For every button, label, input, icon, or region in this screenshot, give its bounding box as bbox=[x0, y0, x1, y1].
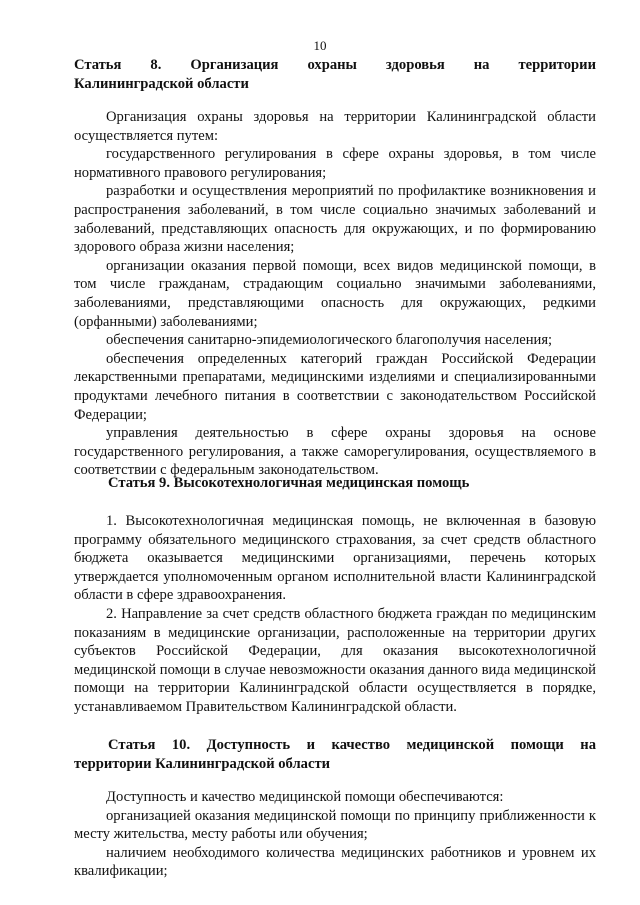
article-10-paragraph: наличием необходимого количества медицинских работников и уровнем их квалификации; bbox=[74, 844, 596, 880]
article-8-paragraph: обеспечения определенных категорий граждан Российской Федерации лекарственными препаратами, медицинскими изделиями и специализированными продуктами лечебного питания в соответствии с законодательством Российской Федерации; bbox=[74, 350, 596, 423]
article-8-body bbox=[74, 108, 596, 480]
article-9-title: Статья 9. Высокотехнологичная медицинская помощь bbox=[108, 475, 470, 491]
article-8-paragraph: управления деятельностью в сфере охраны здоровья на основе государственного регулирования, а также саморегулирования, осуществляемого в соответствии с федеральным законодательством. bbox=[74, 425, 596, 479]
article-9-paragraph: 2. Направление за счет средств областного бюджета граждан по медицинским показаниям в медицинские организации, расположенные на территории других субъектов Российской Федерации, для оказания высокотехнологичной медицинской помощи в случае невозможности оказания данного вида медицинской помощи на территории Калининградской области осуществляется в порядке, устанавливаемом Правительством Калининградской области. bbox=[74, 605, 596, 715]
article-9-paragraph: 1. Высокотехнологичная медицинская помощь, не включенная в базовую программу обязательного медицинского страхования, за счет средств областного бюджета оказывается медицинскими организациями, перечень которых утверждается уполномоченным органом исполнительной власти Калининградской области в сфере здравоохранения. bbox=[74, 513, 596, 604]
article-10-heading-cont bbox=[74, 755, 596, 774]
article-10-title-line2: территории Калининградской области bbox=[74, 756, 331, 772]
article-8-paragraph: обеспечения санитарно-эпидемиологического благополучия населения; bbox=[106, 332, 553, 349]
article-8-paragraph: организации оказания первой помощи, всех видов медицинской помощи, в том числе гражданам, страдающим социально значимыми заболеваниями, заболеваниями, представляющими опасность для окружающих, редкими (орфанными) заболеваниями; bbox=[74, 257, 596, 330]
article-8-paragraph: разработки и осуществления мероприятий по профилактике возникновения и распространения заболеваний, в том числе социально значимых заболеваний и заболеваний, представляющих опасность для окружающих, и по формированию здорового образа жизни населения; bbox=[74, 183, 596, 256]
article-8-paragraph: Организация охраны здоровья на территории Калининградской области осуществляется путем: bbox=[74, 109, 596, 144]
article-8-paragraph: государственного регулирования в сфере охраны здоровья, в том числе нормативного правового регулирования; bbox=[74, 146, 596, 181]
article-8-title-line1: Статья 8. Организация охраны здоровья на территории bbox=[74, 57, 596, 73]
article-10-body bbox=[74, 788, 596, 881]
article-8-heading bbox=[74, 56, 596, 94]
article-10-paragraph: Доступность и качество медицинской помощи обеспечиваются: bbox=[106, 789, 504, 805]
article-10-title-line1: Статья 10. Доступность и качество медицинской помощи на bbox=[108, 737, 596, 753]
article-8-title-line2: Калининградской области bbox=[74, 76, 249, 92]
page-number: 10 bbox=[313, 38, 327, 53]
article-10-heading bbox=[108, 736, 596, 755]
article-10-paragraph: организацией оказания медицинской помощи по принципу приближенности к месту жительства, месту работы или обучения; bbox=[74, 807, 596, 843]
article-9-heading bbox=[108, 474, 596, 493]
article-9-body bbox=[74, 512, 596, 717]
